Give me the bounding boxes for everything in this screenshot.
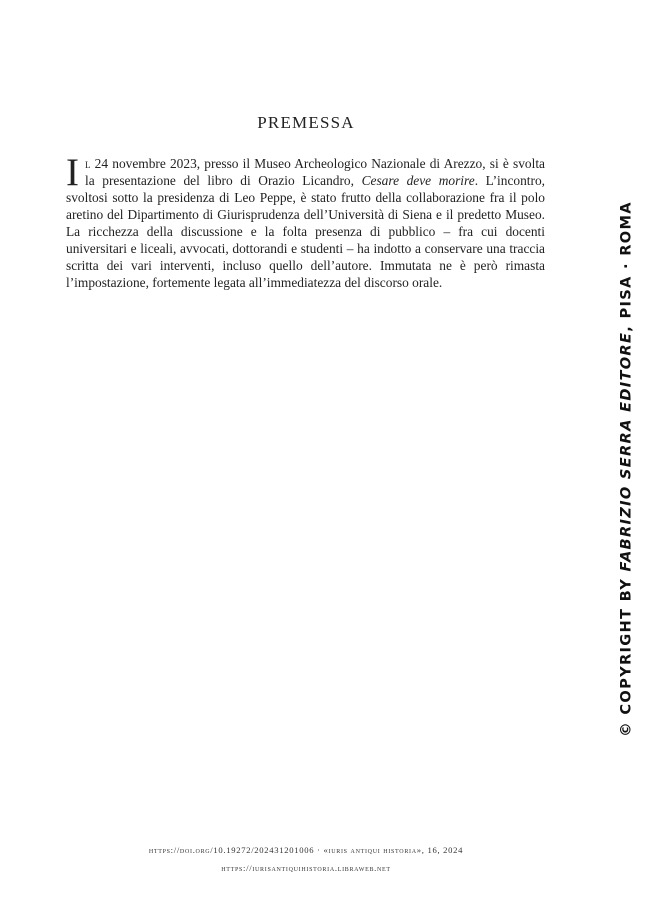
copyright-suffix: , PISA · ROMA — [617, 201, 635, 332]
paragraph-text-2: . L’incontro, svoltosi sotto la presidenza di Leo Peppe, è stato frutto della collaborazione fra il polo aretino del Dipartimento di Giurisprudenza dell’Università di Siena e il predetto Museo. La ricchezza della discussione e la folta presenza di pubblico – fra cui docenti universitari e liceali, avvocati, dottorandi e studenti – ha indotto a conservare una traccia scritta dei vari interventi, incluso quello dell’autore. Immutata ne è però rimasta l’impostazione, fortemente legata all’immediatezza del discorso orale. — [66, 173, 546, 290]
book-title: Cesare deve morire — [361, 173, 475, 188]
page-title: PREMESSA — [257, 113, 355, 132]
drop-cap: I — [66, 151, 79, 194]
copyright-prefix: © COPYRIGHT BY — [617, 571, 635, 737]
body-paragraph — [66, 151, 546, 291]
publisher-name: FABRIZIO SERRA EDITORE — [617, 331, 635, 572]
footer-doi: https://doi.org/10.19272/202431201006 · «iuris antiqui historia», 16, 2024 — [148, 845, 464, 855]
copyright-notice — [618, 201, 635, 737]
footer-url: https://iurisantiquihistoria.libraweb.net — [221, 863, 391, 873]
opening-smallcaps: l — [85, 156, 91, 171]
paragraph-text-1: 24 novembre 2023, presso il Museo Archeologico Nazionale di Arezzo, si è svolta la presentazione del libro di Orazio Licandro, — [85, 156, 545, 188]
